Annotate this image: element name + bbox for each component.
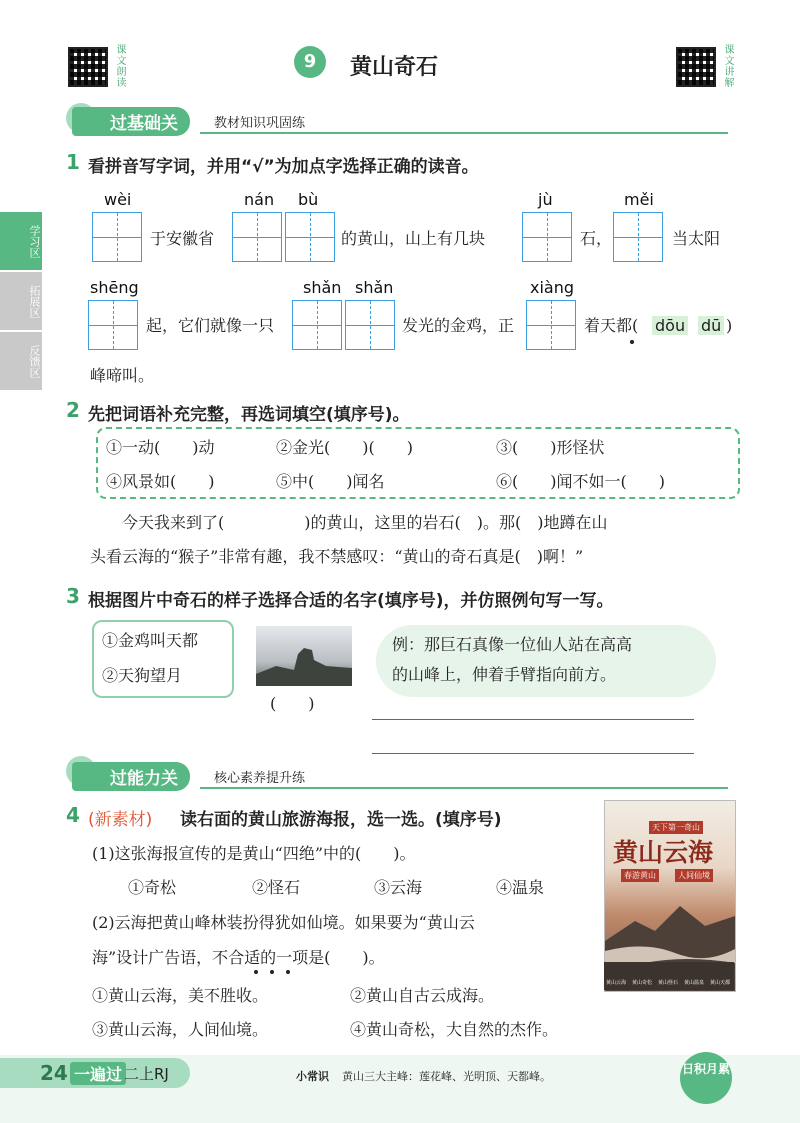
q1-pinyin: shǎn: [303, 278, 342, 297]
rock-silhouette: [256, 626, 352, 686]
q1-text: 当太阳: [672, 229, 721, 248]
q1-pinyin: wèi: [104, 190, 132, 209]
qr-code-left[interactable]: [68, 47, 108, 87]
q4-sub2-option: ④黄山奇松，大自然的杰作。: [350, 1020, 559, 1039]
writing-box[interactable]: [292, 300, 342, 350]
poster-caption: 黄山温泉: [684, 980, 705, 986]
q2-number: 2: [66, 398, 80, 422]
emphasis-dot: [254, 970, 258, 974]
page-number: 24: [40, 1061, 68, 1085]
q4-prompt: 读右面的黄山旅游海报，选一选。(填序号): [180, 810, 502, 830]
emphasis-dot: [286, 970, 290, 974]
q4-sub2-option: ③黄山云海，人间仙境。: [92, 1020, 269, 1039]
q1-pinyin: shēng: [90, 278, 139, 297]
poster-caption: 黄山怪石: [658, 980, 679, 986]
q1-text: 于安徽省: [150, 229, 215, 248]
q4-sub2-option: ②黄山自古云成海。: [350, 986, 495, 1005]
rock-photo: [256, 626, 352, 686]
emphasis-dot: [630, 340, 634, 344]
q3-prompt: 根据图片中奇石的样子选择合适的名字(填序号)，并仿照例句写一写。: [88, 591, 614, 611]
qr-code-right[interactable]: [676, 47, 716, 87]
tip-text: 黄山三大主峰：莲花峰、光明顶、天都峰。: [342, 1070, 551, 1083]
side-tab-study[interactable]: 学习区: [0, 212, 42, 270]
q1-text: 着天都(: [584, 316, 639, 335]
q4-sub1: (1)这张海报宣传的是黄山“四绝”中的( )。: [92, 844, 416, 863]
q1-pinyin: jù: [538, 190, 553, 209]
side-tab-extend[interactable]: 拓展区: [0, 272, 42, 330]
q1-pinyin: bù: [298, 190, 319, 209]
word-item: ③( )形怪状: [496, 438, 605, 457]
q3-option: ①金鸡叫天都: [102, 631, 199, 650]
section-title-basic: 过基础关: [72, 107, 190, 136]
word-item: ⑤中( )闻名: [276, 472, 385, 491]
q2-sentence: 头看云海的“猴子”非常有趣，我不禁感叹：“黄山的奇石真是( )啊！”: [90, 547, 584, 566]
q4-sub1-option: ③云海: [374, 878, 423, 897]
q1-text: 峰啼叫。: [90, 366, 155, 385]
answer-line[interactable]: [372, 753, 694, 754]
poster-tag: 人间仙境: [675, 869, 713, 882]
grade-label: 二上RJ: [124, 1065, 169, 1083]
section-subtitle-basic: 教材知识巩固练: [214, 116, 306, 131]
q4-sub1-option: ①奇松: [128, 878, 177, 897]
q2-sentence: 今天我来到了( )的黄山，这里的岩石( )。那( )地蹲在山: [122, 513, 608, 532]
pinyin-option-du1[interactable]: dū: [698, 316, 724, 335]
writing-box[interactable]: [526, 300, 576, 350]
brand-logo: 一遍过: [70, 1062, 126, 1085]
q1-text: 的黄山，山上有几块: [341, 229, 486, 248]
emphasis-dot: [270, 970, 274, 974]
q1-prompt: 看拼音写字词，并用“√”为加点字选择正确的读音。: [88, 157, 479, 177]
daily-tip-badge: 日积月累: [680, 1052, 732, 1104]
lesson-number-badge: 9: [294, 46, 326, 78]
q3-answer-paren[interactable]: ( ): [270, 694, 315, 713]
lesson-title: 黄山奇石: [350, 55, 439, 80]
q3-option: ②天狗望月: [102, 666, 183, 685]
q4-sub2: 海”设计广告语，不合适的一项是( )。: [92, 948, 385, 967]
poster-top-label: 天下第一奇山: [649, 821, 703, 834]
q4-sub1-option: ④温泉: [496, 878, 545, 897]
answer-line[interactable]: [372, 719, 694, 720]
word-item: ②金光( )( ): [276, 438, 413, 457]
tip-label: 小常识: [296, 1070, 329, 1083]
qr-right-label: 课文讲解: [722, 44, 733, 88]
section-divider: [200, 787, 728, 789]
q2-prompt: 先把词语补充完整，再选词填空(填序号)。: [88, 405, 410, 425]
q4-number: 4: [66, 803, 80, 827]
q1-pinyin: nán: [244, 190, 275, 209]
section-subtitle-ability: 核心素养提升练: [214, 771, 306, 786]
q4-tag: (新素材): [88, 810, 153, 830]
q1-text: 发光的金鸡，正: [402, 316, 515, 335]
q1-pinyin: xiàng: [530, 278, 575, 297]
word-item: ④风景如( ): [106, 472, 215, 491]
q1-number: 1: [66, 150, 80, 174]
qr-left-label: 课文朗读: [114, 44, 125, 88]
example-line: 的山峰上，伸着手臂指向前方。: [392, 665, 617, 684]
q4-sub2-option: ①黄山云海，美不胜收。: [92, 986, 269, 1005]
writing-box[interactable]: [522, 212, 572, 262]
poster-tag: 春游黄山: [621, 869, 659, 882]
q1-text: ): [726, 316, 733, 335]
poster-caption: 黄山奇松: [632, 980, 653, 986]
q1-pinyin: měi: [624, 190, 654, 209]
writing-box[interactable]: [613, 212, 663, 262]
q4-sub2: (2)云海把黄山峰林装扮得犹如仙境。如果要为“黄山云: [92, 913, 475, 932]
q3-number: 3: [66, 584, 80, 608]
word-item: ⑥( )闻不如一( ): [496, 472, 665, 491]
poster-caption: 黄山云海: [606, 980, 627, 986]
writing-box[interactable]: [345, 300, 395, 350]
section-divider: [200, 132, 728, 134]
side-tab-feedback[interactable]: 反馈区: [0, 332, 42, 390]
word-item: ①一动( )动: [106, 438, 215, 457]
poster-title: 黄山云海: [613, 838, 714, 867]
writing-box[interactable]: [92, 212, 142, 262]
q1-text: 石，: [580, 229, 613, 248]
writing-box[interactable]: [285, 212, 335, 262]
q1-pinyin: shǎn: [355, 278, 394, 297]
poster-caption: 黄山天都: [710, 980, 731, 986]
q1-text: 起，它们就像一只: [146, 316, 275, 335]
q4-sub1-option: ②怪石: [252, 878, 301, 897]
section-title-ability: 过能力关: [72, 762, 190, 791]
writing-box[interactable]: [88, 300, 138, 350]
pinyin-option-dou1[interactable]: dōu: [652, 316, 688, 335]
writing-box[interactable]: [232, 212, 282, 262]
example-line: 例：那巨石真像一位仙人站在高高: [392, 635, 633, 654]
